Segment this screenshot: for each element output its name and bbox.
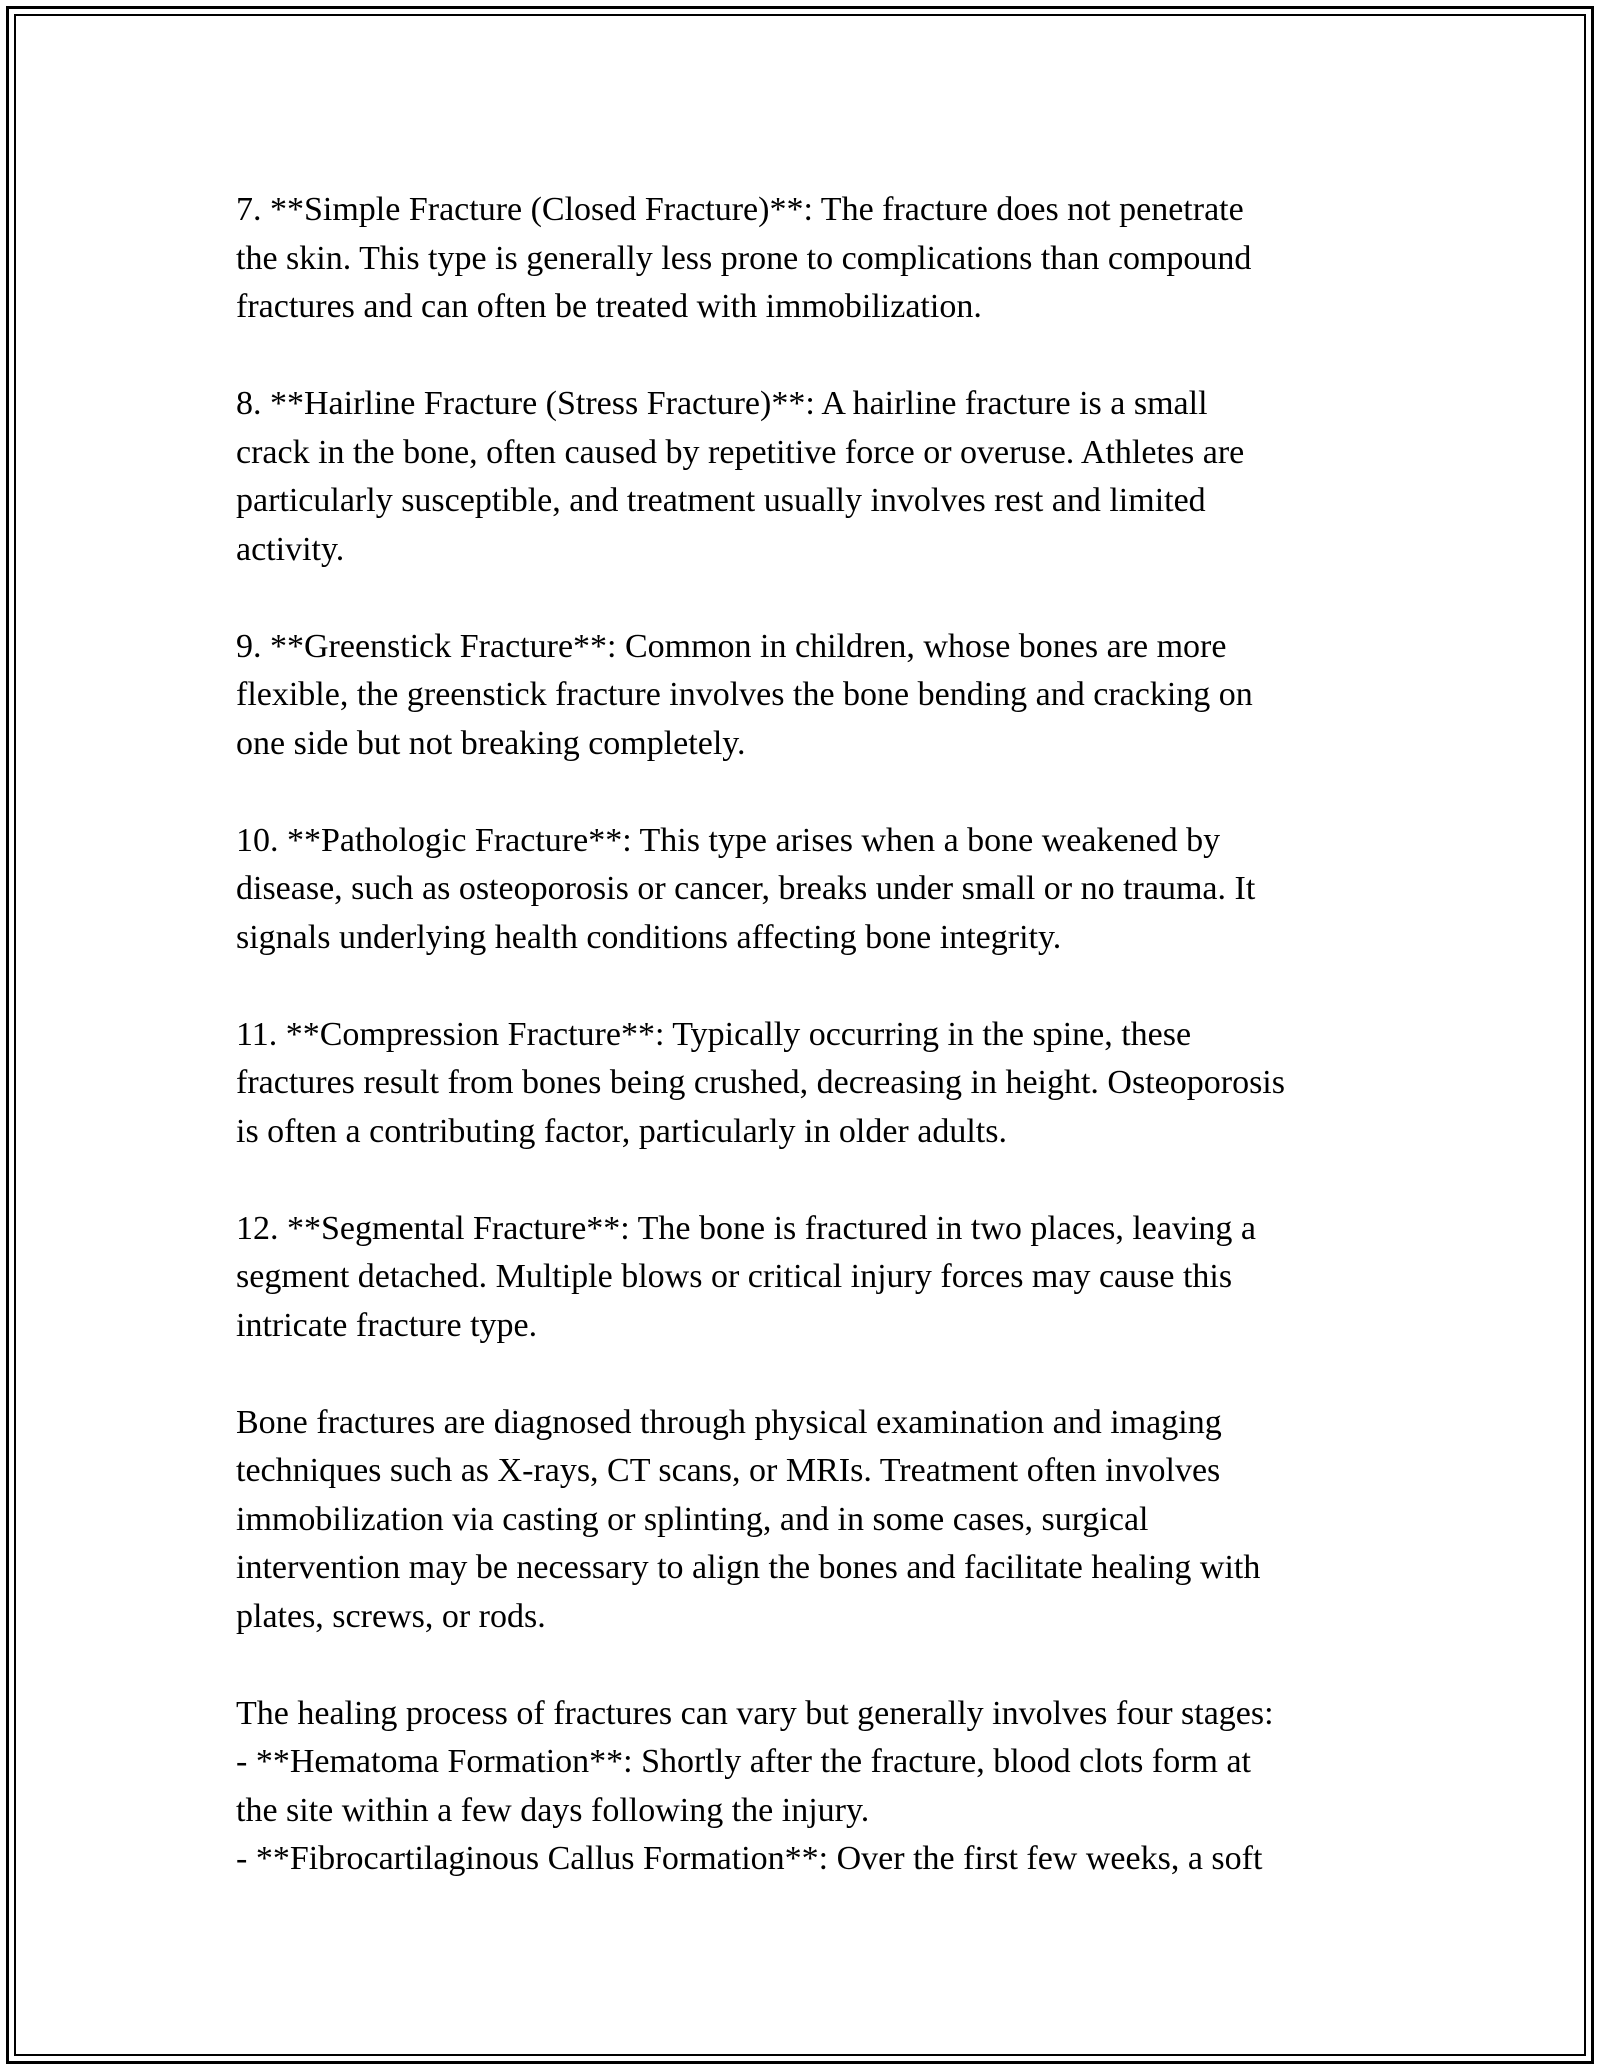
text-line: plates, screws, or rods. xyxy=(236,1597,546,1635)
text-line: crack in the bone, often caused by repetitive force or overuse. Athletes are xyxy=(236,433,1245,471)
paragraph-greenstick-fracture xyxy=(236,623,1386,769)
text-line: 7. **Simple Fracture (Closed Fracture)**: The fracture does not penetrate xyxy=(236,191,1244,228)
paragraph-diagnosis-treatment xyxy=(236,1399,1386,1642)
paragraph-compression-fracture xyxy=(236,1011,1386,1157)
text-line: - **Fibrocartilaginous Callus Formation**: Over the first few weeks, a soft xyxy=(236,1840,1263,1877)
text-line: fractures result from bones being crushed, decreasing in height. Osteoporosis xyxy=(236,1064,1285,1101)
text-line: particularly susceptible, and treatment usually involves rest and limited xyxy=(236,482,1206,519)
paragraph-hairline-fracture xyxy=(236,380,1386,574)
text-line: activity. xyxy=(236,530,345,568)
text-line: intricate fracture type. xyxy=(236,1306,538,1344)
text-line: signals underlying health conditions affecting bone integrity. xyxy=(236,918,1062,956)
text-line: one side but not breaking completely. xyxy=(236,724,746,762)
text-line: 8. **Hairline Fracture (Stress Fracture)**: A hairline fracture is a small xyxy=(236,385,1208,422)
text-line: immobilization via casting or splinting, and in some cases, surgical xyxy=(236,1500,1149,1538)
text-line: 10. **Pathologic Fracture**: This type arises when a bone weakened by xyxy=(236,821,1221,859)
paragraph-simple-fracture xyxy=(236,186,1386,332)
text-line: The healing process of fractures can vary but generally involves four stages: xyxy=(236,1694,1274,1732)
paragraph-segmental-fracture xyxy=(236,1205,1386,1351)
text-line: segment detached. Multiple blows or critical injury forces may cause this xyxy=(236,1258,1233,1295)
text-line: fractures and can often be treated with immobilization. xyxy=(236,288,982,325)
paragraph-healing-stages xyxy=(236,1690,1386,1884)
text-line: is often a contributing factor, particularly in older adults. xyxy=(236,1112,1007,1150)
text-line: the skin. This type is generally less prone to complications than compound xyxy=(236,239,1252,277)
paragraph-pathologic-fracture xyxy=(236,817,1386,963)
text-line: flexible, the greenstick fracture involves the bone bending and cracking on xyxy=(236,676,1253,713)
text-line: the site within a few days following the injury. xyxy=(236,1791,870,1829)
text-line: 9. **Greenstick Fracture**: Common in children, whose bones are more xyxy=(236,627,1227,665)
text-line: 11. **Compression Fracture**: Typically occurring in the spine, these xyxy=(236,1015,1192,1053)
text-line: disease, such as osteoporosis or cancer, breaks under small or no trauma. It xyxy=(236,870,1256,907)
text-line: 12. **Segmental Fracture**: The bone is fractured in two places, leaving a xyxy=(236,1209,1256,1247)
text-line: - **Hematoma Formation**: Shortly after the fracture, blood clots form at xyxy=(236,1743,1252,1780)
text-line: intervention may be necessary to align the bones and facilitate healing with xyxy=(236,1549,1261,1586)
document-body xyxy=(236,186,1386,1932)
text-line: techniques such as X-rays, CT scans, or MRIs. Treatment often involves xyxy=(236,1452,1221,1489)
text-line: Bone fractures are diagnosed through physical examination and imaging xyxy=(236,1403,1222,1441)
